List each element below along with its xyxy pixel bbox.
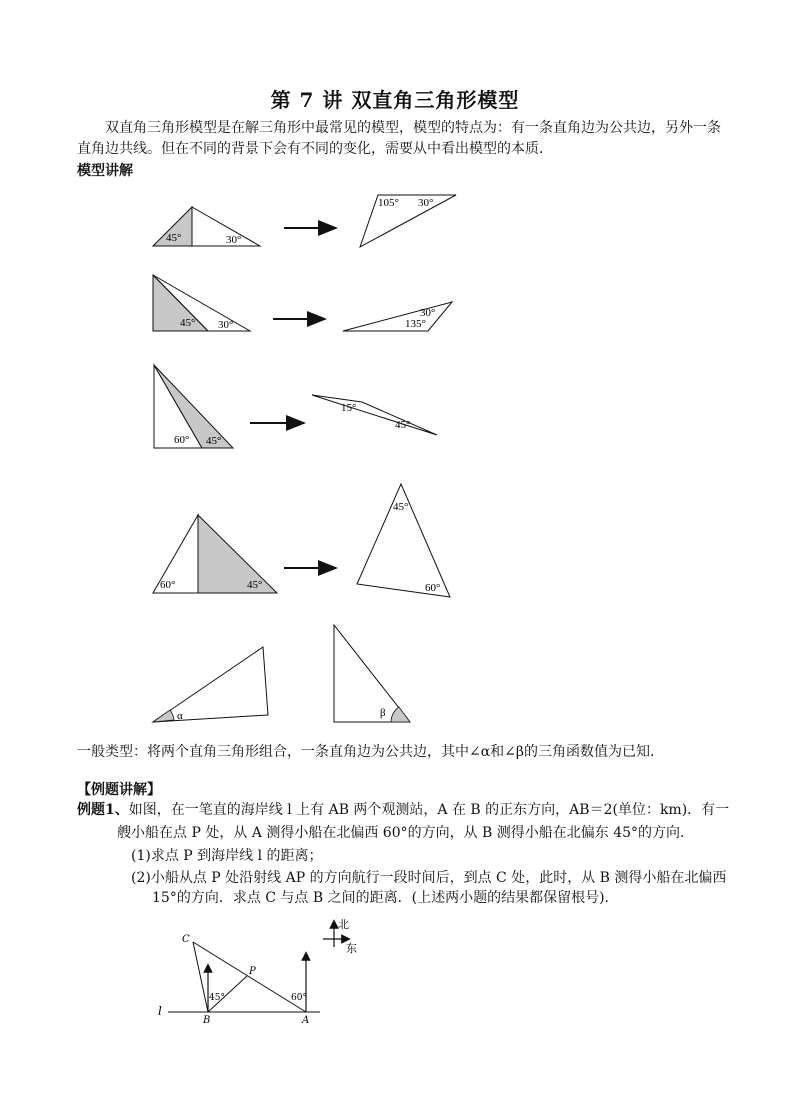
model-4-right-angle-b: 60° <box>425 582 441 594</box>
north-label: 北 <box>338 918 349 931</box>
model-1-left-angle-b: 30° <box>226 234 242 246</box>
model-4-left-angle-b: 45° <box>247 579 263 591</box>
example-line-2: 艘小船在点 P 处，从 A 测得小船在北偏西 60°的方向，从 B 测得小船在北偏东 45°的方向． <box>117 825 695 841</box>
question-2-line-1: (2)小船从点 P 处沿射线 AP 的方向航行一段时间后，到点 C 处，此时，从 B 测得小船在北偏西 <box>131 870 727 886</box>
model-1-left-angle-a: 45° <box>166 232 182 244</box>
model-3-right-angle-a: 15° <box>341 402 357 414</box>
question-1: (1)求点 P 到海岸线 l 的距离； <box>131 848 323 864</box>
model-2-right-angle-b: 135° <box>405 318 426 330</box>
angle-A-label: 60° <box>291 993 307 1003</box>
question-2-line-2: 15°的方向．求点 C 与点 B 之间的距离．(上述两小题的结果都保留根号)． <box>152 890 619 906</box>
beta-label: β <box>380 707 386 719</box>
model-2-right-angle-a: 30° <box>420 307 436 319</box>
point-P-label: P <box>249 966 256 977</box>
line-l-label: l <box>158 1004 162 1018</box>
model-3-left-angle-a: 60° <box>174 434 190 446</box>
model-4-left-angle-a: 60° <box>160 579 176 591</box>
model-2-left-angle-b: 30° <box>218 319 234 331</box>
model-2-left-angle-a: 45° <box>180 317 196 329</box>
intro-paragraph: 双直角三角形模型是在解三角形中最常见的模型，模型的特点为：有一条直角边为公共边，另外一条直角边共线。但在不同的背景下会有不同的变化，需要从中看出模型的本质． <box>77 120 721 157</box>
model-1-right-angle-a: 105° <box>378 197 399 209</box>
example-label: 例题1、 <box>77 802 129 818</box>
example-section-heading: 【例题讲解】 <box>77 782 161 798</box>
point-C-label: C <box>182 934 190 945</box>
segment-CB <box>193 942 208 1012</box>
point-A-label: A <box>302 1015 310 1026</box>
compass-indicator <box>323 918 357 955</box>
model-3-right-angle-b: 45° <box>395 419 411 431</box>
model-3-left-angle-b: 45° <box>206 435 222 447</box>
angle-B-label: 45° <box>209 993 225 1003</box>
general-type-text: 一般类型：将两个直角三角形组合，一条直角边为公共边，其中∠α和∠β的三角函数值为已知． <box>77 744 665 760</box>
model-section-heading: 模型讲解 <box>77 163 133 179</box>
point-B-label: B <box>203 1015 211 1026</box>
alpha-label: α <box>177 710 183 722</box>
model-4-right-angle-a: 45° <box>393 501 409 513</box>
example-line-1: 如图，在一笔直的海岸线 l 上有 AB 两个观测站，A 在 B 的正东方向，AB＝2(单位：km)．有一 <box>128 802 730 818</box>
east-label: 东 <box>346 942 357 955</box>
page-title: 第 7 讲 双直角三角形模型 <box>270 88 520 112</box>
model-1-right-angle-b: 30° <box>418 197 434 209</box>
